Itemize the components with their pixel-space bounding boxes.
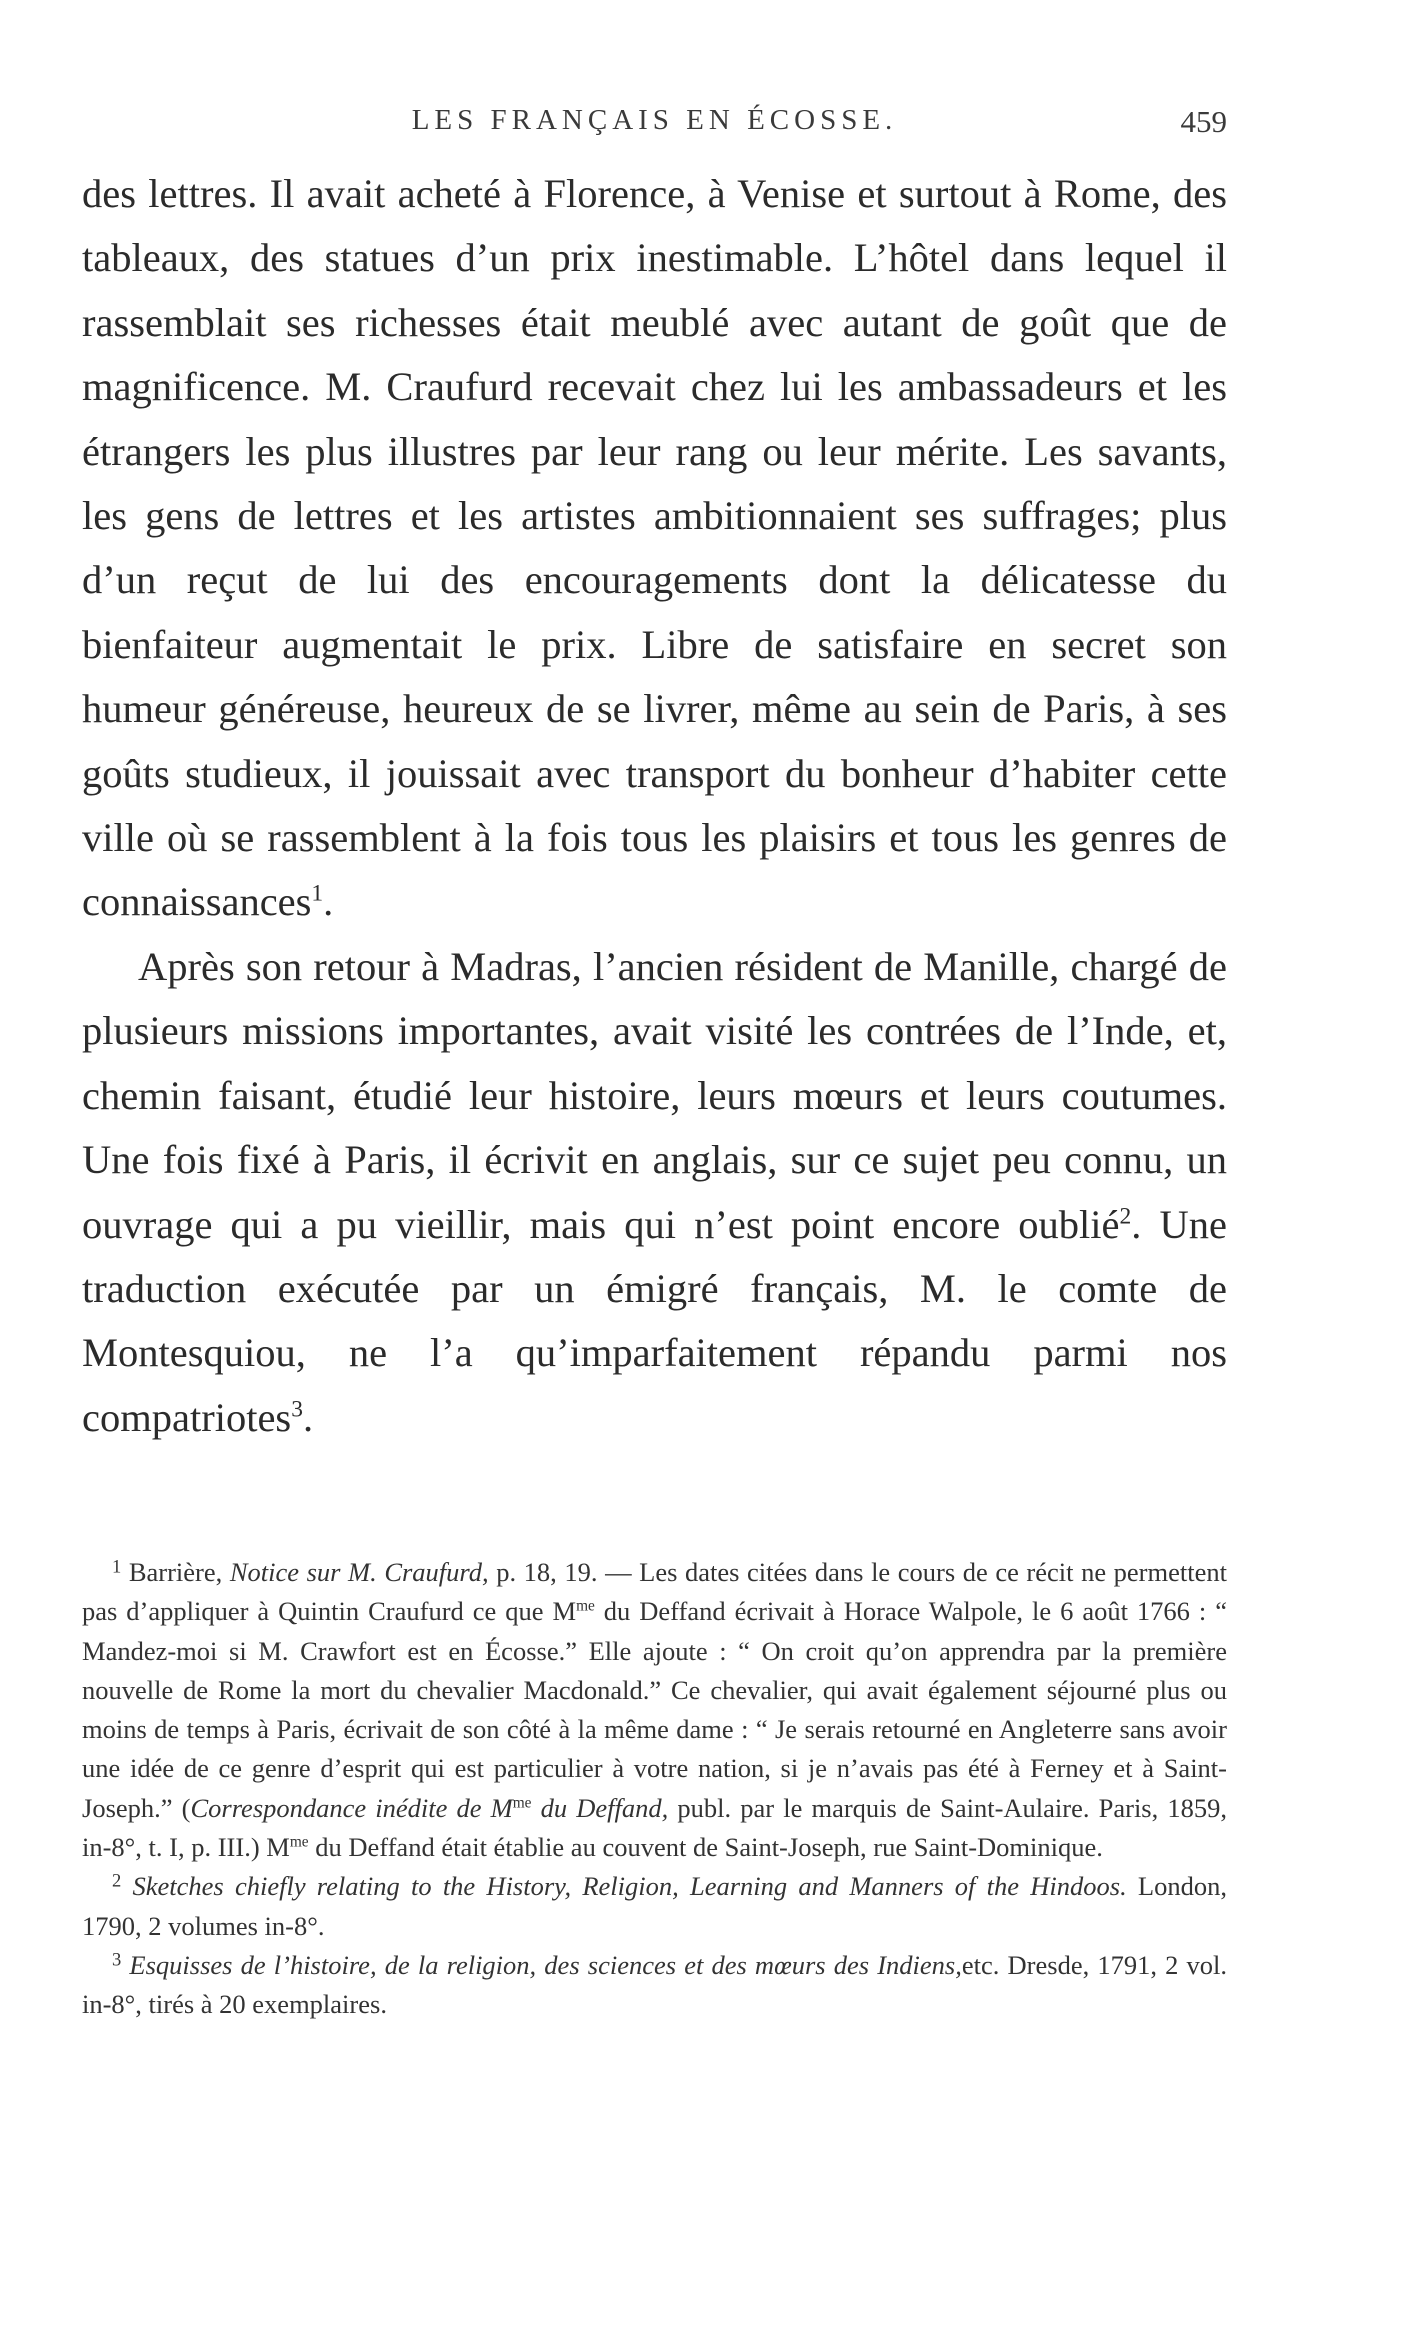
page-number: 459 <box>1180 104 1227 139</box>
footnote-1-text-c: du Deffand écrivait à Horace Walpole, le 6 août 1766 : “ Mandez-moi si M. Crawfort est en Écosse.” Elle ajoute : “ On croit qu’on apprendra par la première nouvelle de Rome la mort du chevalier Macdonald.” Ce chevalier, qui avait également séjourné plus ou moins de temps à Paris, écrivait de son côté à la même dame : “ Je serais retourné en Angleterre sans avoir une idée de ce genre d’esprit qui est particulier à votre nation, si je n’avais pas été à Ferney et à Saint-Joseph.” ( <box>82 1596 1227 1823</box>
footnote-3-text: etc. Dresde, 1791, 2 vol. in-8°, tirés à 20 exemplaires. <box>82 1949 1227 2020</box>
footnote-ref-1: 1 <box>311 880 324 907</box>
paragraph-2 <box>82 935 1227 1450</box>
footnote-1-text-b: p. 18, 19. — Les dates citées dans le cours de ce récit ne permettent pas d’appliquer à Quintin Craufurd ce que M <box>82 1557 1227 1627</box>
paragraph-2-text-a: Après son retour à Madras, l’ancien résident de Manille, chargé de plusieurs missions importantes, avait visité les contrées de l’Inde, et, chemin faisant, étudié leur histoire, leurs mœurs et leurs coutumes. Une fois fixé à Paris, il écrivit en anglais, sur ce sujet peu connu, un ouvrage qui a pu vieillir, mais qui n’est point encore oublié <box>82 943 1227 1247</box>
footnote-1-italic-a: Correspondance inédite de M <box>190 1792 513 1823</box>
running-title: LES FRANÇAIS EN ÉCOSSE. <box>411 104 898 136</box>
footnote-1-sup-2: me <box>289 1833 309 1851</box>
paragraph-1 <box>82 162 1227 935</box>
footnote-3 <box>82 1946 1227 2025</box>
footnote-1-sup-1: me <box>576 1597 595 1615</box>
footnote-1-italic-sup: me <box>512 1794 532 1812</box>
footnote-2-text: London, 1790, 2 volumes in-8°. <box>82 1871 1227 1941</box>
body-text <box>82 162 1227 1450</box>
footnote-1-text-a: Barrière, <box>121 1557 230 1587</box>
footnotes <box>82 1553 1227 2025</box>
running-head <box>82 104 1227 144</box>
paragraph-2-end: . <box>302 1394 314 1440</box>
footnote-3-title: Esquisses de l’histoire, de la religion, des sciences et des mœurs des Indiens, <box>121 1949 962 1980</box>
footnote-3-mark: 3 <box>112 1949 122 1971</box>
footnote-ref-3: 3 <box>291 1396 303 1423</box>
footnote-1-text-e: du Deffand était établie au couvent de Saint-Joseph, rue Saint-Dominique. <box>308 1832 1103 1863</box>
footnote-1-mark: 1 <box>112 1556 122 1578</box>
footnote-2-mark: 2 <box>112 1871 122 1893</box>
paragraph-1-text: des lettres. Il avait acheté à Florence, à Venise et surtout à Rome, des tableaux, des statues d’un prix inestimable. L’hôtel dans lequel il rassemblait ses richesses était meublé avec autant de goût que de magnificence. M. Craufurd recevait chez lui les ambassadeurs et les étrangers les plus illustres par leur rang ou leur mérite. Les savants, les gens de lettres et les artistes ambitionnaient ses suffrages; plus d’un reçut de lui des encouragements dont la délicatesse du bienfaiteur augmentait le prix. Libre de satisfaire en secret son humeur généreuse, heureux de se livrer, même au sein de Paris, à ses goûts studieux, il jouissait avec transport du bonheur d’habiter cette ville où se rassemblent à la fois tous les plaisirs et tous les genres de connaissances <box>82 171 1227 925</box>
footnote-1-title: Notice sur M. Craufurd, <box>229 1557 489 1587</box>
footnote-1-text-d: publ. par le marquis de Saint-Aulaire. Paris, 1859, in-8°, t. I, p. III.) M <box>82 1792 1227 1863</box>
paragraph-1-end: . <box>323 879 334 925</box>
footnote-2 <box>82 1867 1227 1946</box>
footnote-1 <box>82 1553 1227 1867</box>
paragraph-2-text-b: . Une traduction exécutée par un émigré français, M. le comte de Montesquiou, ne l’a qu’imparfaitement répandu parmi nos compatriotes <box>82 1201 1227 1440</box>
footnote-2-title: Sketches chiefly relating to the History, Religion, Learning and Manners of the Hindoos. <box>121 1871 1127 1902</box>
footnote-1-italic-b: du Deffand, <box>531 1792 669 1823</box>
footnote-ref-2: 2 <box>1119 1202 1132 1229</box>
